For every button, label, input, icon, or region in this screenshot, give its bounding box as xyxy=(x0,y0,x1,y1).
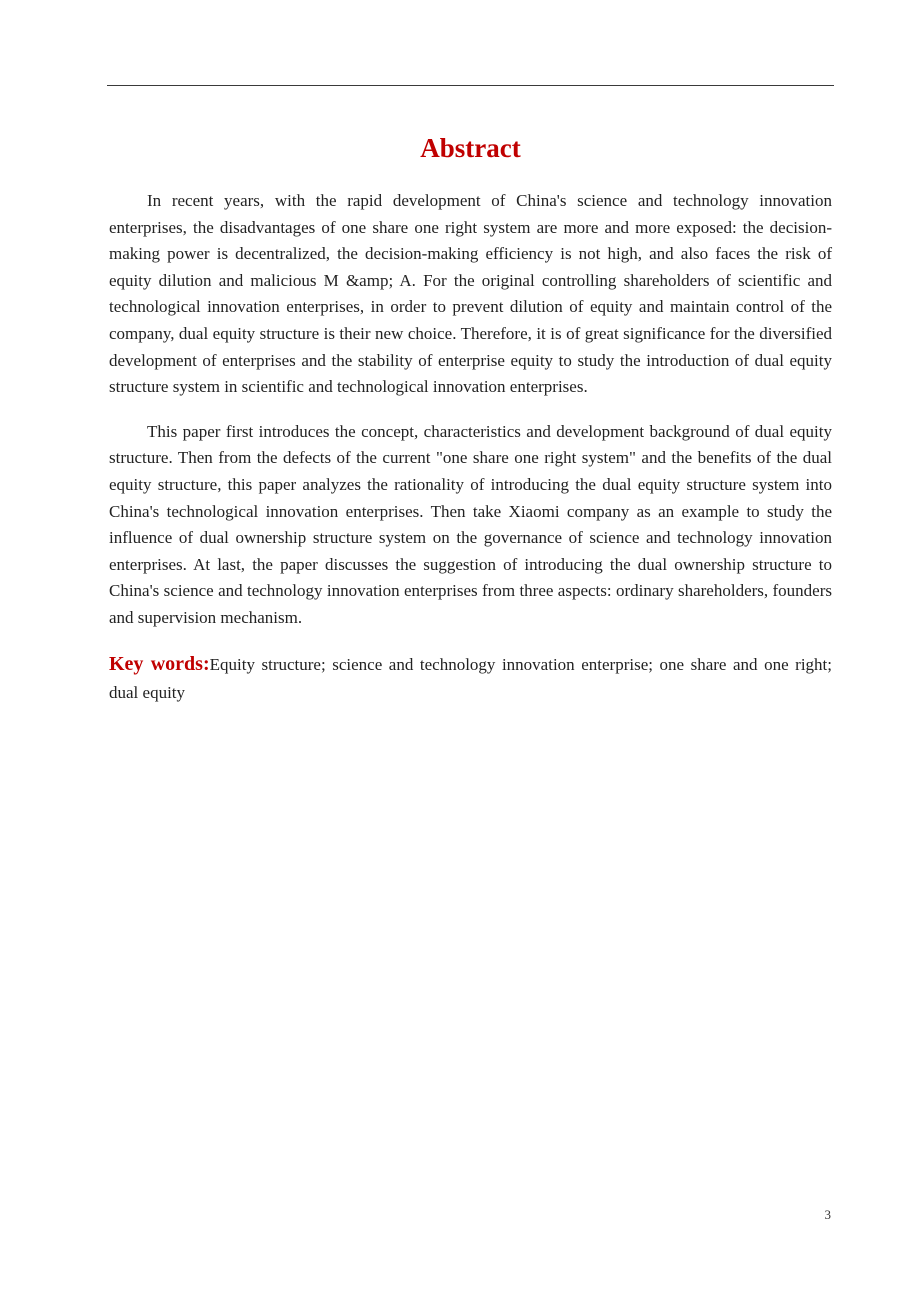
keywords-line xyxy=(109,650,832,707)
abstract-body xyxy=(109,188,832,707)
header-rule xyxy=(107,85,834,86)
keywords-label: Key words: xyxy=(109,652,210,675)
page-title: Abstract xyxy=(420,133,521,163)
page-number: 3 xyxy=(824,1207,831,1222)
abstract-paragraph-2: This paper first introduces the concept, characteristics and development background of dual equity structure. Then from the defects of the current "one share one right system" and the benefits of the dual equity structure, this paper analyzes the rationality of introducing the dual equity structure system into China's technological innovation enterprises. Then take Xiaomi company as an example to study the influence of dual ownership structure system on the governance of science and technology innovation enterprises. At last, the paper discusses the suggestion of introducing the dual ownership structure to China's science and technology innovation enterprises from three aspects: ordinary shareholders, founders and supervision mechanism. xyxy=(109,421,832,627)
keywords-text: Equity structure; science and technology innovation enterprise; one share and one right; dual equity xyxy=(109,654,832,702)
abstract-paragraph-1: In recent years, with the rapid development of China's science and technology innovation enterprises, the disadvantages of one share one right system are more and more exposed: the decision-making power is decentralized, the decision-making efficiency is not high, and also faces the risk of equity dilution and malicious M &amp; A. For the original controlling shareholders of scientific and technological innovation enterprises, in order to prevent dilution of equity and maintain control of the company, dual equity structure is their new choice. Therefore, it is of great significance for the diversified development of enterprises and the stability of enterprise equity to study the introduction of dual equity structure system in scientific and technological innovation enterprises. xyxy=(109,191,832,397)
